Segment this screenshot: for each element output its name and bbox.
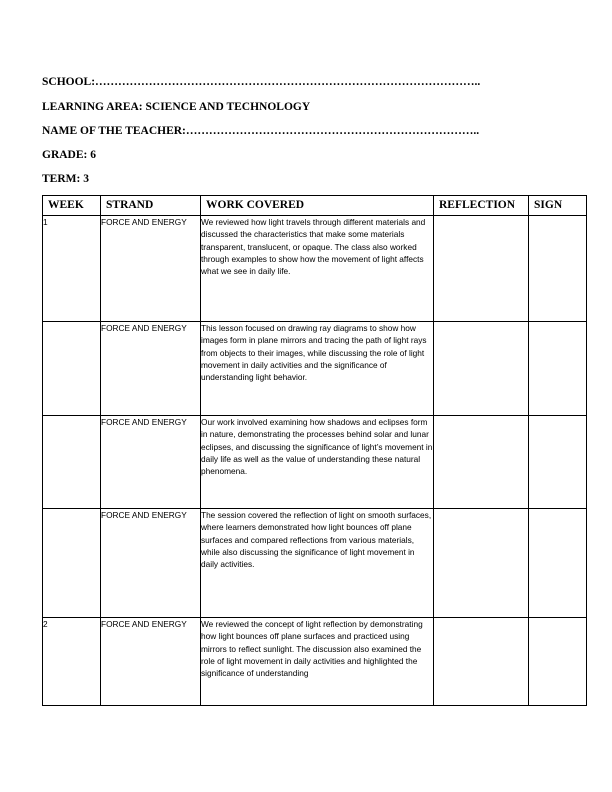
table-row xyxy=(43,216,587,322)
teacher-name-field: NAME OF THE TEACHER:………………………………………………………………….. xyxy=(42,125,480,137)
grade-heading: GRADE: 6 xyxy=(42,149,96,161)
strand-cell: FORCE AND ENERGY xyxy=(101,216,201,322)
table-header-row xyxy=(43,196,587,216)
sign-column-header: SIGN xyxy=(529,196,587,216)
learning-area-heading: LEARNING AREA: SCIENCE AND TECHNOLOGY xyxy=(42,101,311,113)
work-covered-column-header: WORK COVERED xyxy=(201,196,434,216)
reflection-cell xyxy=(434,416,529,509)
term-heading: TERM: 3 xyxy=(42,173,89,185)
table-row xyxy=(43,618,587,706)
reflection-column-header: REFLECTION xyxy=(434,196,529,216)
sign-cell xyxy=(529,509,587,618)
week-cell: 2 xyxy=(43,618,101,706)
week-cell xyxy=(43,416,101,509)
reflection-cell xyxy=(434,322,529,416)
table-row xyxy=(43,322,587,416)
strand-cell: FORCE AND ENERGY xyxy=(101,322,201,416)
week-column-header: WEEK xyxy=(43,196,101,216)
reflection-cell xyxy=(434,618,529,706)
school-field: SCHOOL:……………………………………………………………………………………….. xyxy=(42,76,481,88)
week-cell xyxy=(43,509,101,618)
work-covered-cell: This lesson focused on drawing ray diagrams to show how images form in plane mirrors and tracing the path of light rays from objects to their images, while discussing the role of light movement in daily activities and the significance of understanding light behavior. xyxy=(201,322,434,416)
strand-cell: FORCE AND ENERGY xyxy=(101,509,201,618)
reflection-cell xyxy=(434,216,529,322)
sign-cell xyxy=(529,216,587,322)
sign-cell xyxy=(529,416,587,509)
reflection-cell xyxy=(434,509,529,618)
strand-cell: FORCE AND ENERGY xyxy=(101,618,201,706)
table-row xyxy=(43,509,587,618)
work-covered-cell: We reviewed how light travels through different materials and discussed the characteristics that make some materials transparent, translucent, or opaque. The class also worked through examples to show how the movement of light affects what we see in daily life. xyxy=(201,216,434,322)
sign-cell xyxy=(529,322,587,416)
strand-column-header: STRAND xyxy=(101,196,201,216)
work-covered-cell: We reviewed the concept of light reflection by demonstrating how light bounces off plane surfaces and practiced using mirrors to reflect sunlight. The discussion also examined the role of light movement in daily activities and highlighted the significance of understanding xyxy=(201,618,434,706)
record-of-work-table xyxy=(42,195,587,706)
sign-cell xyxy=(529,618,587,706)
week-cell: 1 xyxy=(43,216,101,322)
strand-cell: FORCE AND ENERGY xyxy=(101,416,201,509)
table-row xyxy=(43,416,587,509)
work-covered-cell: Our work involved examining how shadows and eclipses form in nature, demonstrating the processes behind solar and lunar eclipses, and discussing the significance of light’s movement in daily life as well as the value of understanding these natural phenomena. xyxy=(201,416,434,509)
work-covered-cell: The session covered the reflection of light on smooth surfaces, where learners demonstrated how light bounces off plane surfaces and compared reflections from various materials, while also discussing the significance of light movement in daily activities. xyxy=(201,509,434,618)
week-cell xyxy=(43,322,101,416)
